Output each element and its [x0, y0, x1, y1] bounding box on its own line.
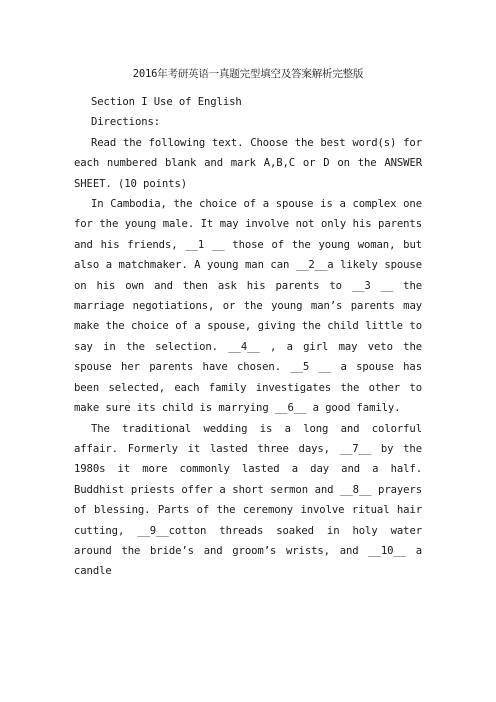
passage-paragraph-2: The traditional wedding is a long and colorful affair. Formerly it lasted three days, __7__ by the 1980s it more commonly lasted a day and a half. Buddhist priests offer a short sermon and __8__ prayers of blessing. Parts of the ceremony involve ritual hair cutting, __9__cotton threads soaked in holy water around the bride’s and groom’s wrists, and __10__ a candle — [74, 422, 422, 578]
document-title: 2016年考研英语一真题完型填空及答案解析完整版 — [132, 68, 364, 80]
directions-label: Directions: — [91, 116, 161, 129]
directions-text: Read the following text. Choose the best word(s) for each numbered blank and mark A,B,C or D on the ANSWER SHEET. (10 points) — [74, 136, 422, 190]
document-body — [74, 66, 422, 582]
section-heading: Section I Use of English — [91, 96, 242, 108]
passage-paragraph-1: In Cambodia, the choice of a spouse is a complex one for the young male. It may involve not only his parents and his friends, __1 __ those of the young woman, but also a matchmaker. A young man can __2__a likely spouse on his own and then ask his parents to __3 __ the marriage negotiations, or the young man’s parents may make the choice of a spouse, giving the child little to say in the selection. __4__ , a girl may veto the spouse her parents have chosen. __5 __ a spouse has been selected, each family investigates the other to make sure its child is marrying __6__ a good family. — [74, 198, 422, 415]
